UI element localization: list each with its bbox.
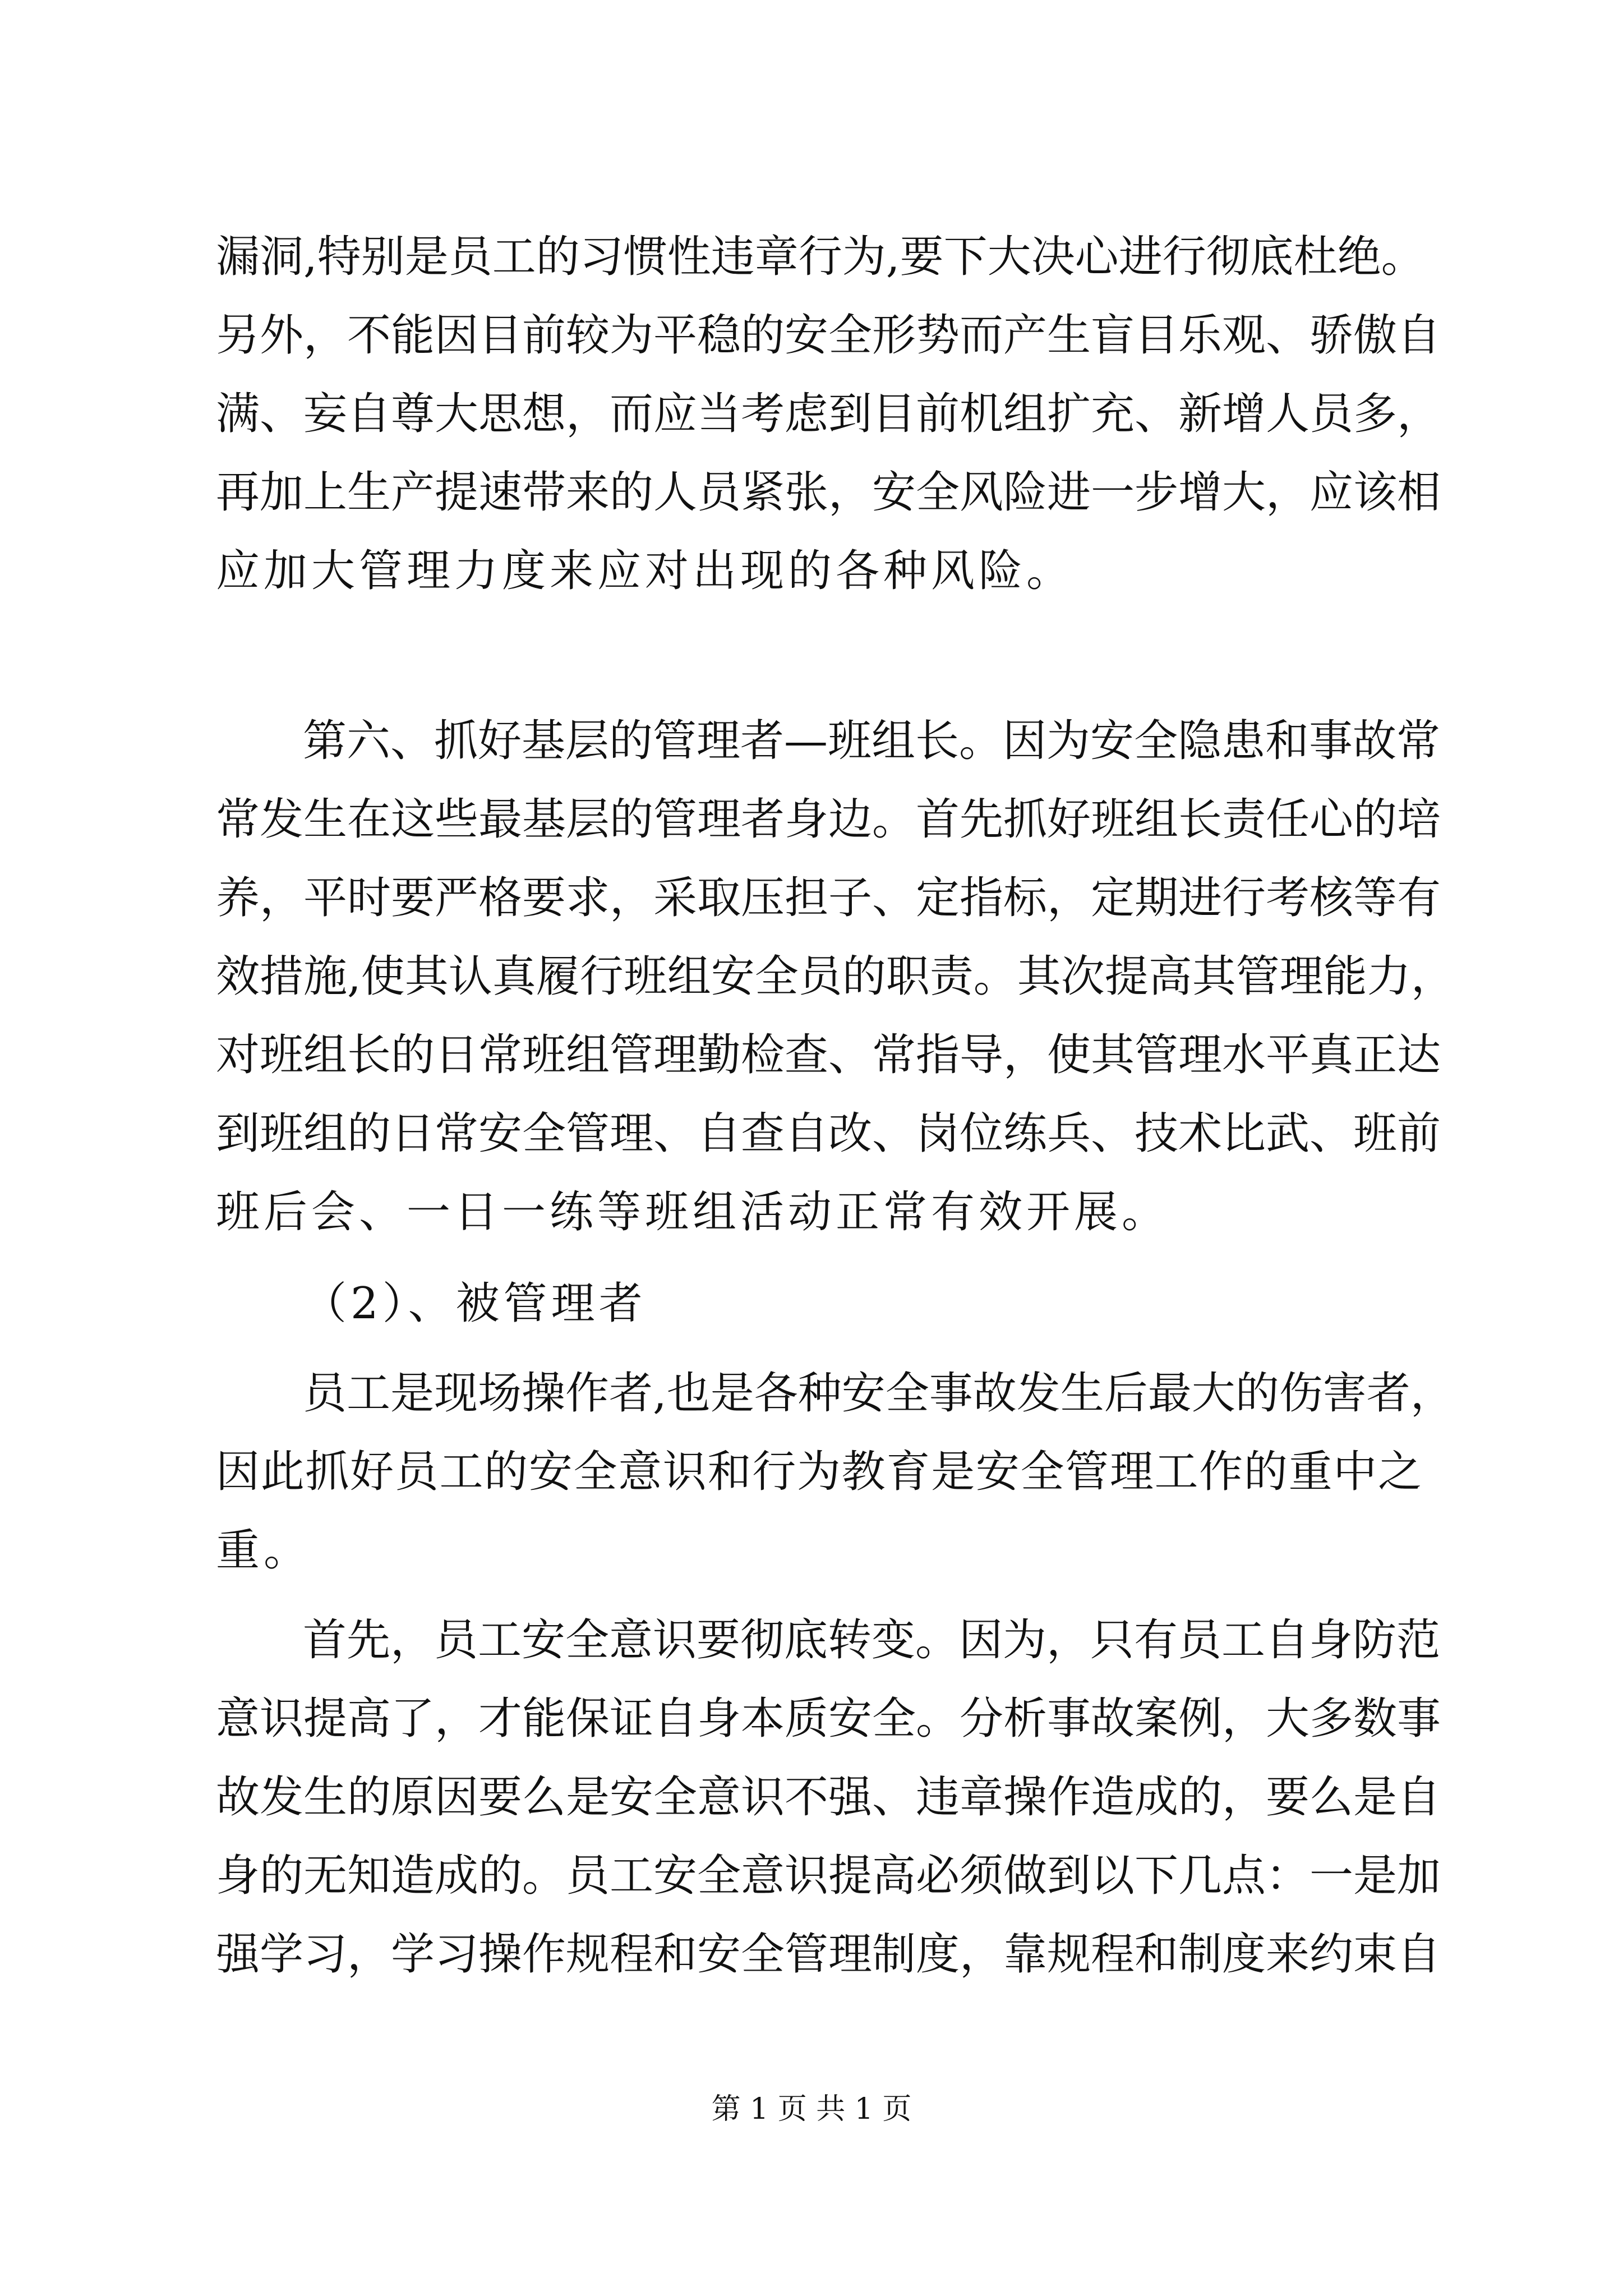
text-line: 强学习，学习操作规程和安全管理制度，靠规程和制度来约束自 bbox=[216, 1929, 1441, 1980]
text-line: 常发生在这些最基层的管理者身边。首先抓好班组长责任心的培 bbox=[216, 794, 1441, 845]
page-footer: 第 1 页 共 1 页 bbox=[711, 2092, 912, 2126]
text-line: 意识提高了，才能保证自身本质安全。分析事故案例，大多数事 bbox=[216, 1694, 1441, 1744]
text-line: 身的无知造成的。员工安全意识提高必须做到以下几点：一是加 bbox=[216, 1851, 1441, 1901]
text-line: 满、妄自尊大思想，而应当考虑到目前机组扩充、新增人员多， bbox=[216, 389, 1441, 439]
text-line: 漏洞,特别是员工的习惯性违章行为,要下大决心进行彻底杜绝。 bbox=[216, 232, 1425, 282]
text-line: 班后会、一日一练等班组活动正常有效开展。 bbox=[216, 1187, 1170, 1237]
text-line: 再加上生产提速带来的人员紧张，安全风险进一步增大，应该相 bbox=[216, 467, 1441, 518]
text-line: 另外，不能因目前较为平稳的安全形势而产生盲目乐观、骄傲自 bbox=[216, 310, 1441, 361]
text-line: 因此抓好员工的安全意识和行为教育是安全管理工作的重中之 bbox=[216, 1447, 1422, 1497]
text-line: 重。 bbox=[216, 1525, 312, 1576]
paragraph-first-line: 员工是现场操作者,也是各种安全事故发生后最大的伤害者， bbox=[303, 1368, 1454, 1419]
text-line: 应加大管理力度来应对出现的各种风险。 bbox=[216, 546, 1075, 596]
paragraph-first-line: 首先，员工安全意识要彻底转变。因为，只有员工自身防范 bbox=[303, 1615, 1441, 1665]
text-line: 效措施,使其认真履行班组安全员的职责。其次提高其管理能力， bbox=[216, 951, 1455, 1002]
text-line: 到班组的日常安全管理、自查自改、岗位练兵、技术比武、班前 bbox=[216, 1108, 1441, 1159]
text-line: 故发生的原因要么是安全意识不强、违章操作造成的，要么是自 bbox=[216, 1772, 1441, 1823]
paragraph-first-line: 第六、抓好基层的管理者—班组长。因为安全隐患和事故常 bbox=[303, 716, 1441, 766]
section-heading: （2）、被管理者 bbox=[303, 1278, 647, 1329]
text-line: 养，平时要严格要求，采取压担子、定指标，定期进行考核等有 bbox=[216, 873, 1441, 923]
text-line: 对班组长的日常班组管理勤检查、常指导，使其管理水平真正达 bbox=[216, 1030, 1441, 1080]
